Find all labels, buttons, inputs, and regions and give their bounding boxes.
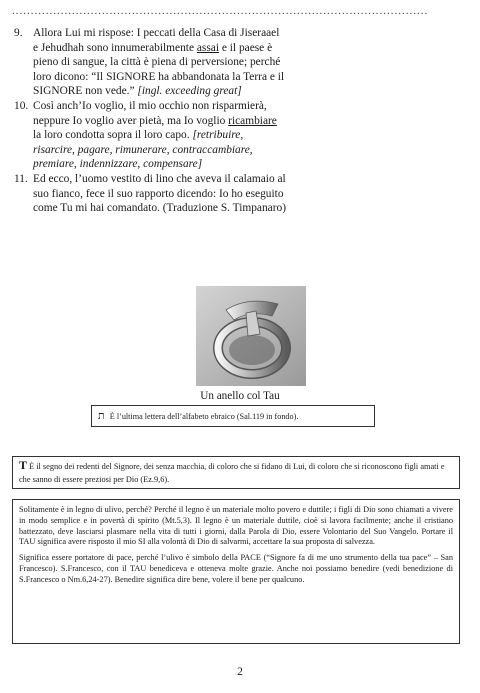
peace-paragraph: Significa essere portatore di pace, perché l’ulivo è simbolo della PACE (“Signore fa di me uno strumento della tua pace” – San Francesco). S.Francesco, con il TAU benediceva e otteneva molte grazie. Anche noi possiamo benedire (vedi benedizione di S.Francesco o Nm.6,24-27). Benedire significa dire bene, volere il bene per qualcuno. [19, 553, 453, 584]
olive-paragraph: Solitamente è in legno di ulivo, perché? Perché il legno è un materiale molto povero e duttile; i figli di Dio sono chiamati a vivere in modo semplice e in povertà di spirito (Mt.5,3). Il legno è un materiale duttile, cioè si lavora facilmente; anche il cristiano battezzato, deve lasciarsi plasmare nella vita di tutti i giorni, dalla Parola di Dio, essere Volontario del Suo Vangelo. Portare il TAU significa avere risposto il mio SI alla volontà di Dio di salvarmi, accettare la sua proposta di salvezza. [19, 505, 453, 547]
initial-letter: T [19, 458, 28, 472]
tau-letter-box [91, 405, 375, 427]
verse-11 [14, 172, 286, 216]
translation-note: [ingl. exceeding great] [137, 85, 242, 98]
verse-text: Allora Lui mi rispose: I peccati della Casa di Jiseraael e Jehudhah sono innumerabilmente assai e il paese è pieno di sangue, la città è piena di perversione; perché loro dicono: “Il SIGNORE ha abbandonata la Terra e il SIGNORE non vede.” [ingl. exceeding great] [33, 27, 285, 98]
hebrew-tau-letter: ת [98, 410, 105, 422]
tau-ring-image [196, 286, 306, 386]
verse-number: 10. [14, 99, 29, 112]
verse-text: Ed ecco, l’uomo vestito di lino che aveva il calamaio al suo fianco, fece il suo rapporto dicendo: Io ho eseguito come Tu mi hai comandato. (Traduzione S. Timpanaro) [33, 172, 287, 215]
underlined-word: ricambiare [228, 114, 277, 127]
tau-description: È l’ultima lettera dell’alfabeto ebraico (Sal.119 in fondo). [109, 412, 299, 421]
underlined-word: assai [196, 41, 220, 54]
verse-list [14, 26, 286, 216]
image-caption: Un anello col Tau [200, 390, 280, 402]
verse-10 [14, 99, 286, 172]
verse-9 [14, 26, 286, 99]
sign-text: È il segno dei redenti del Signore, dei senza macchia, di coloro che si fidano di Lui, di coloro che si riconoscono figli amati e che sanno di essere preziosi per Dio (Ez.9,6). [19, 462, 445, 484]
top-dotted-rule: ............................................................................................................... [12, 6, 429, 16]
verse-number: 11. [14, 172, 28, 185]
verse-text: Così anch’Io voglio, il mio occhio non risparmierà, neppure Io voglio aver pietà, ma Io voglio ricambiare la loro condotta sopra il loro capo. [retribuire, risarcire, pagare, rimunerare, contraccambiare, premiare, indennizzare, compensare] [33, 99, 277, 171]
page-number: 2 [237, 666, 243, 678]
verse-number: 9. [14, 27, 23, 39]
olive-wood-box [12, 499, 460, 644]
synonyms-note: [retribuire, risarcire, pagare, rimunerare, contraccambiare, premiare, indennizzare, compensare] [33, 129, 253, 171]
redeemed-sign-box [12, 456, 460, 489]
